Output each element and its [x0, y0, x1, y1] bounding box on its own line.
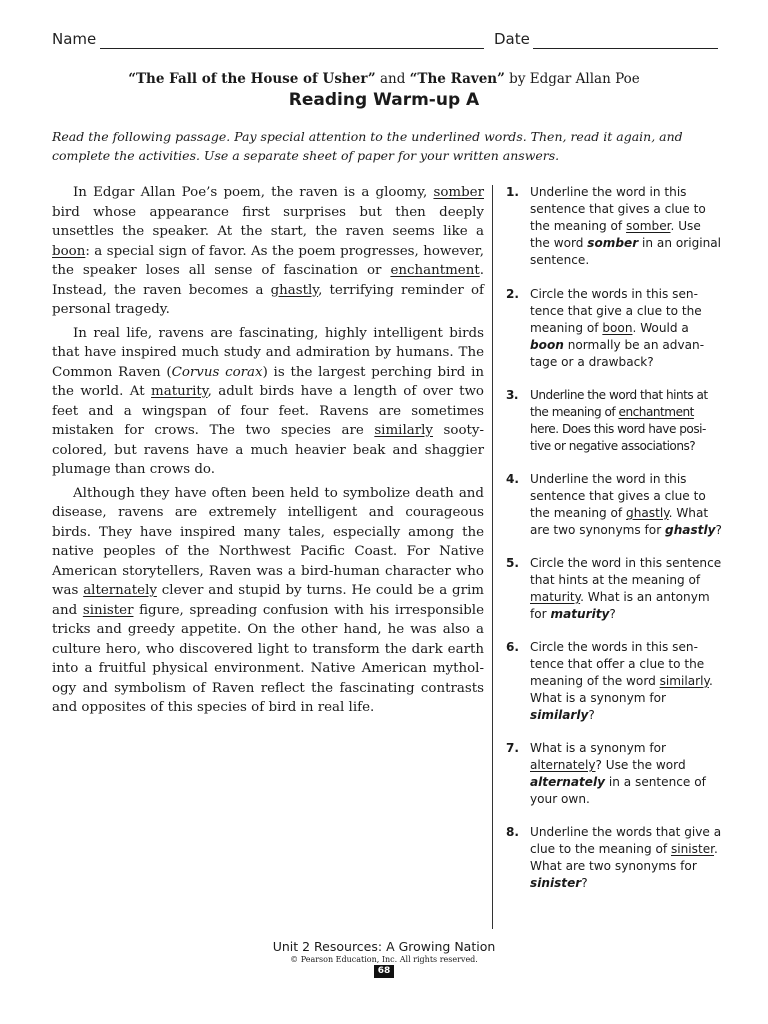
title-and: and — [375, 71, 410, 87]
text-run: here. Does this word have positive or negative associations? — [530, 422, 707, 453]
question-number: 4. — [506, 472, 520, 486]
text-run: in an original sentence. — [530, 236, 722, 267]
text-run: What is a synonym for — [530, 741, 666, 755]
column-divider — [492, 185, 493, 929]
vocab-word-maturity: maturity — [151, 384, 208, 399]
text-run: Circle the words in this sentence that give a clue to the meaning of — [530, 287, 702, 335]
question-vocab-word: alternately — [530, 758, 596, 772]
question-emphasis-word: maturity — [550, 607, 610, 621]
reading-passage — [52, 183, 484, 722]
text-run: , adult birds have a length of over two feet and a wingspan of four feet. Ravens are sometimes mistaken for crows. The two species are — [52, 384, 484, 438]
text-run: ? — [715, 523, 722, 537]
question-item — [500, 555, 722, 623]
question-number: 1. — [506, 185, 520, 199]
question-item — [500, 740, 722, 808]
selection-title — [0, 71, 768, 87]
vocab-word-enchantment: enchantment — [390, 263, 480, 278]
footer-book-title: Unit 2 Resources: A Growing Nation — [272, 939, 496, 954]
question-item — [500, 471, 722, 539]
footer-copyright: © Pearson Education, Inc. All rights reserved. — [290, 955, 478, 964]
text-run: ) is the largest perching bird in the world. At — [52, 364, 484, 399]
text-run: ? — [581, 876, 588, 890]
question-item — [500, 387, 722, 455]
question-emphasis-word: ghastly — [665, 523, 716, 537]
question-emphasis-word: similarly — [530, 708, 589, 722]
date-field-line[interactable] — [533, 48, 718, 49]
title-author: by Edgar Allan Poe — [504, 71, 640, 87]
date-label: Date — [494, 30, 530, 48]
text-run: : a special sign of favor. As the poem progresses, however, the speaker loses all sense of fascination or — [52, 243, 484, 278]
question-vocab-word: somber — [626, 219, 671, 233]
question-number: 3. — [506, 388, 519, 402]
question-vocab-word: enchantment — [618, 405, 694, 419]
question-item — [500, 184, 722, 269]
question-emphasis-word: boon — [530, 338, 564, 352]
question-number: 6. — [506, 640, 520, 654]
question-vocab-word: ghastly — [626, 506, 669, 520]
text-run: in a sentence of your own. — [530, 775, 706, 806]
page-number: 68 — [374, 965, 394, 978]
story-title-raven: “The Raven” — [409, 71, 505, 87]
question-emphasis-word: somber — [587, 236, 639, 250]
text-run: Although they have often been held to symbolize death and disease, ravens are extremely intelligent and courageous birds. They have inspired many tales, especially among the native peoples of the Northwest Pacific Coast. For Native American storytellers, Raven was a bird-human character who was — [52, 485, 484, 598]
text-run: . What is a synonym for — [530, 674, 713, 705]
question-number: 2. — [506, 287, 520, 301]
scientific-name: Corvus corax — [171, 364, 263, 380]
text-run: In real life, ravens are fascinating, highly intelligent birds that have inspired much study and admiration by humans. The Common Raven ( — [52, 325, 484, 380]
question-list — [500, 184, 722, 892]
text-run: . Would a — [632, 321, 689, 335]
question-number: 5. — [506, 556, 520, 570]
question-vocab-word: sinister — [670, 842, 715, 856]
text-run: . What are two synonyms for — [530, 506, 709, 537]
text-run: sooty-colored, but ravens have a much heavier beak and shaggier plumage than crows do. — [52, 423, 484, 477]
instructions: Read the following passage. Pay special attention to the underlined words. Then, read it again, and complete the activities. Use a separate sheet of paper for your written answers. — [52, 129, 683, 163]
question-number: 7. — [506, 741, 520, 755]
vocab-word-sinister: sinister — [82, 602, 134, 618]
question-item — [500, 286, 722, 371]
name-field-line[interactable] — [100, 48, 484, 49]
text-run: ? — [588, 708, 595, 722]
text-run: bird whose appearance first surprises but then deeply unsettles the speaker. At the start, the raven seems like a — [52, 204, 484, 239]
text-run: Underline the word in this sentence that gives a clue to the meaning of — [530, 185, 706, 233]
question-emphasis-word: alternately — [530, 775, 606, 789]
vocab-word-similarly: similarly — [374, 423, 433, 438]
question-vocab-word: similarly — [659, 674, 709, 688]
question-vocab-word: maturity — [530, 590, 581, 604]
text-run: In Edgar Allan Poe’s poem, the raven is a gloomy, — [73, 185, 434, 200]
text-run: . What is an antonym for — [530, 590, 710, 621]
question-vocab-word: boon — [602, 321, 633, 335]
text-run: Underline the word that hints at the meaning of — [530, 388, 708, 419]
text-run: Underline the words that give a clue to the meaning of — [530, 825, 722, 856]
story-title-usher: “The Fall of the House of Usher” — [128, 71, 376, 87]
text-run: . Instead, the raven becomes a — [52, 263, 484, 298]
text-run: . What are two synonyms for — [530, 842, 718, 873]
text-run: Circle the words in this sentence that offer a clue to the meaning of the word — [530, 640, 705, 688]
vocab-word-alternately: alternately — [83, 583, 157, 598]
text-run: . Use the word — [530, 219, 701, 250]
text-run: clever and stupid by turns. He could be a grim and — [52, 583, 484, 618]
question-item — [500, 824, 722, 892]
vocab-word-somber: somber — [433, 185, 484, 200]
text-run: ? — [609, 607, 616, 621]
vocab-word-boon: boon — [52, 243, 86, 259]
question-number: 8. — [506, 825, 520, 839]
name-label: Name — [52, 30, 97, 48]
passage-paragraph-3 — [52, 484, 484, 718]
question-emphasis-word: sinister — [530, 876, 582, 890]
text-run: figure, spreading confusion with his irresponsible tricks and greedy appetite. On the other hand, he was also a culture hero, who discovered light to transform the dark earth into a fruitful physical environment. Native American mythology and symbolism of Raven reflect the fascinating contrasts and opposites of this species of bird in real life. — [52, 602, 485, 715]
text-run: Circle the word in this sentence that hints at the meaning of — [530, 556, 722, 587]
question-item — [500, 639, 722, 724]
text-run: normally be an advantage or a drawback? — [530, 338, 705, 369]
vocab-word-ghastly: ghastly — [270, 282, 319, 298]
text-run: Underline the word in this sentence that gives a clue to the meaning of — [530, 472, 706, 520]
passage-paragraph-1 — [52, 183, 484, 320]
text-run: ? Use the word — [595, 758, 686, 772]
page-title: Reading Warm-up A — [288, 90, 480, 110]
text-run: , terrifying reminder of personal tragedy. — [52, 282, 484, 317]
passage-paragraph-2 — [52, 324, 484, 480]
header-fields — [52, 28, 718, 52]
